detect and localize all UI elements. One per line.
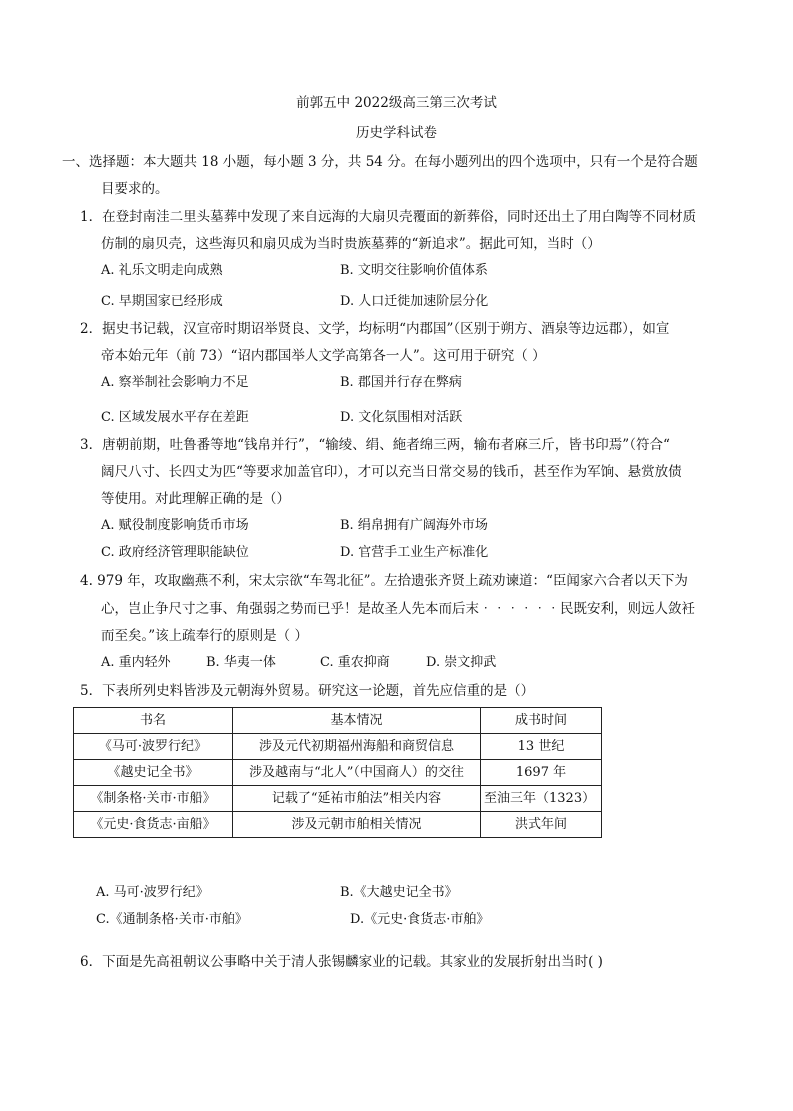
q5-option-a: A. 马可·波罗行纪》 <box>96 885 209 900</box>
q6-stem: 6．下面是先高祖朝议公事略中关于清人张锡麟家业的记载。其家业的发展折射出当时( ) <box>80 954 603 970</box>
q5-option-b: B.《大越史记全书》 <box>340 885 458 900</box>
table-cell: 《越史记全书》 <box>74 760 233 786</box>
table-row <box>74 734 602 760</box>
table-cell: 至油三年（1323） <box>481 786 602 812</box>
q3-option-d: D. 官营手工业生产标准化 <box>340 545 489 560</box>
q2-option-d: D. 文化氛围相对活跃 <box>340 410 463 425</box>
q2-stem-line1: 2．据史书记载，汉宣帝时期诏举贤良、文学，均标明“内郡国”（区别于朔方、酒泉等边远郡），如宣 <box>80 321 670 337</box>
table-cell: 1697 年 <box>481 760 602 786</box>
q5-option-d: D.《元史·食货志·市舶》 <box>350 912 490 927</box>
q5-option-c: C.《通制条格·关市·市舶》 <box>96 912 248 927</box>
q4-option-c: C. 重农抑商 <box>320 655 390 670</box>
table-row <box>74 760 602 786</box>
table-header-row <box>74 708 602 734</box>
table-cell: 13 世纪 <box>481 734 602 760</box>
q5-stem: 5．下表所列史料皆涉及元朝海外贸易。研究这一论题，首先应信重的是（） <box>80 683 535 699</box>
q4-option-b: B. 华夷一体 <box>206 655 276 670</box>
table-cell: 《元史·食货志·亩船》 <box>74 812 233 838</box>
q3-option-a: A. 赋役制度影响货币市场 <box>101 518 249 533</box>
q3-option-b: B. 绢帛拥有广阔海外市场 <box>340 518 488 533</box>
table-cell: 《马可·波罗行纪》 <box>74 734 233 760</box>
q2-option-c: C. 区域发展水平存在差距 <box>101 410 249 425</box>
section-instruction-line2: 目要求的。 <box>101 181 169 197</box>
table-cell: 涉及元朝市舶相关情况 <box>233 812 481 838</box>
exam-title: 前郭五中 2022级高三第三次考试 <box>296 95 497 111</box>
q1-stem-line2: 仿制的扇贝壳，这些海贝和扇贝成为当时贵族墓葬的“新追求”。据此可知，当时（） <box>101 236 601 252</box>
table-row <box>74 786 602 812</box>
q2-option-b: B. 郡国并行存在弊病 <box>340 375 462 390</box>
q1-option-b: B. 文明交往影响价值体系 <box>340 263 488 278</box>
table-cell: 洪式年间 <box>481 812 602 838</box>
q4-stem-line2: 心，岂止争尺寸之事、角强弱之势而已乎！是故圣人先本而后末‧‧‧‧‧‧民既安利，则远人敛衽 <box>101 601 695 617</box>
exam-subtitle: 历史学科试卷 <box>356 125 437 141</box>
table-row <box>74 812 602 838</box>
q4-stem-line3: 而至矣。”该上疏奉行的原则是（ ） <box>101 628 308 644</box>
q1-option-d: D. 人口迁徙加速阶层分化 <box>340 294 489 309</box>
q4-option-a: A. 重内轻外 <box>101 655 171 670</box>
q1-option-a: A. 礼乐文明走向成熟 <box>101 263 223 278</box>
q3-stem-line1: 3．唐朝前期，吐鲁番等地“钱帛并行”，“输绫、绢、絁者绵三两，输布者麻三斤，皆书印焉”（符合“ <box>80 437 670 453</box>
q4-option-d: D. 崇文抑武 <box>426 655 497 670</box>
q5-source-table <box>73 707 602 838</box>
q3-option-c: C. 政府经济管理职能缺位 <box>101 545 249 560</box>
section-instruction-line1: 一、选择题：本大题共 18 小题，每小题 3 分，共 54 分。在每小题列出的四个选项中，只有一个是符合题 <box>62 154 698 170</box>
q3-stem-line3: 等使用。对此理解正确的是（） <box>101 491 290 507</box>
q1-option-c: C. 早期国家已经形成 <box>101 294 223 309</box>
q2-stem-line2: 帝本始元年（前 73）“诏内郡国举人文学高第各一人”。这可用于研究（ ） <box>101 348 546 364</box>
table-cell: 涉及越南与“北人”（中国商人）的交往 <box>233 760 481 786</box>
table-cell: 涉及元代初期福州海船和商贸信息 <box>233 734 481 760</box>
table-header-cell: 成书时间 <box>481 708 602 734</box>
q3-stem-line2: 阔尺八寸、长四丈为匹“等要求加盖官印），才可以充当日常交易的钱币，甚至作为军饷、悬赏放债 <box>101 464 682 480</box>
table-cell: 《制条格·关市·市船》 <box>74 786 233 812</box>
table-header-cell: 基本情况 <box>233 708 481 734</box>
table-cell: 记载了“延祐市舶法”相关内容 <box>233 786 481 812</box>
table-header-cell: 书名 <box>74 708 233 734</box>
q2-option-a: A. 察举制社会影响力不足 <box>101 375 249 390</box>
q4-stem-line1: 4. 979 年，攻取幽燕不利，宋太宗欲“车驾北征”。左拾遗张齐贤上疏劝谏道：“臣闻家六合者以天下为 <box>80 573 688 589</box>
q1-stem-line1: 1．在登封南洼二里头墓葬中发现了来自远海的大扇贝壳覆面的新葬俗，同时还出土了用白陶等不同材质 <box>80 209 697 225</box>
